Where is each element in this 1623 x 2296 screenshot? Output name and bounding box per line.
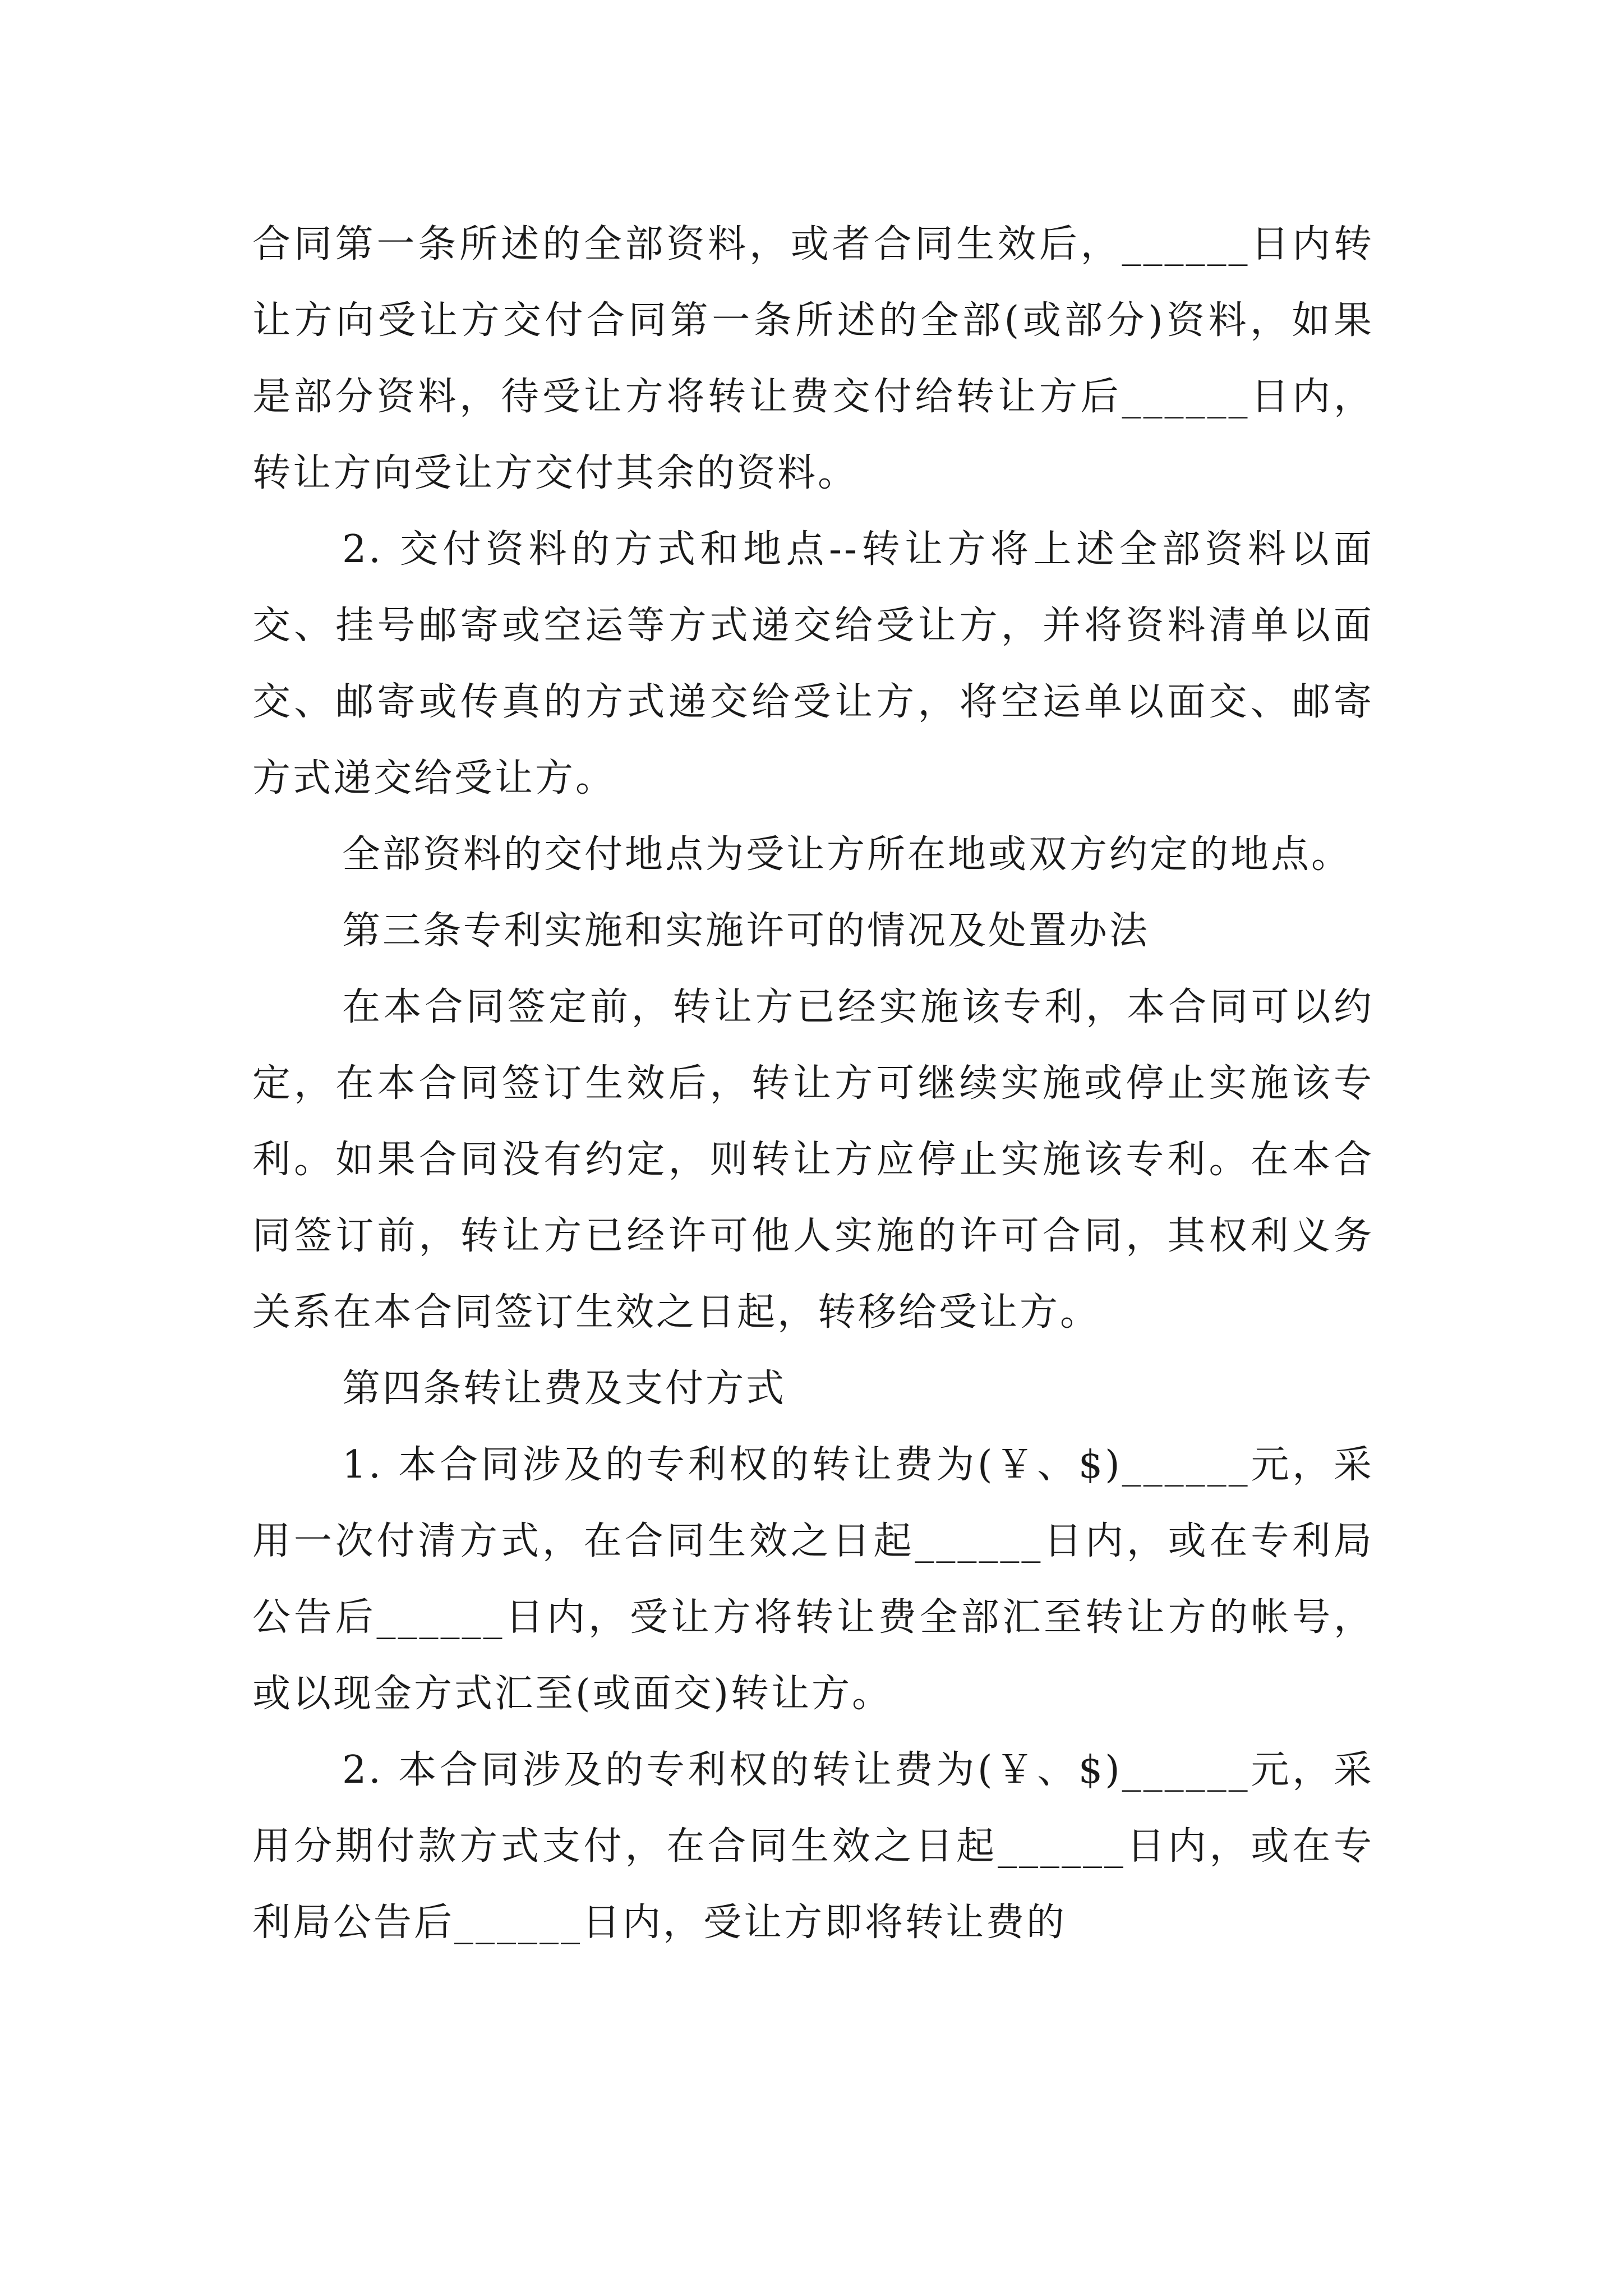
paragraph-delivery-timing: 合同第一条所述的全部资料，或者合同生效后，______日内转让方向受让方交付合同第一条所述的全部(或部分)资料，如果是部分资料，待受让方将转让费交付给转让方后______日内，转让方向受让方交付其余的资料。 [252, 222, 1374, 495]
paragraph-lump-sum-payment: 1. 本合同涉及的专利权的转让费为(￥、$)______元，采用一次付清方式，在合同生效之日起______日内，或在专利局公告后______日内，受让方将转让费全部汇至转让方的帐号，或以现金方式汇至(或面交)转让方。 [252, 1443, 1374, 1716]
paragraph-patent-implementation: 在本合同签定前，转让方已经实施该专利，本合同可以约定，在本合同签订生效后，转让方可继续实施或停止实施该专利。如果合同没有约定，则转让方应停止实施该专利。在本合同签订前，转让方已经许可他人实施的许可合同，其权利义务关系在本合同签订生效之日起，转移给受让方。 [252, 985, 1374, 1335]
document-body [252, 206, 1374, 1961]
paragraph-delivery-method: 2. 交付资料的方式和地点--转让方将上述全部资料以面交、挂号邮寄或空运等方式递交给受让方，并将资料清单以面交、邮寄或传真的方式递交给受让方，将空运单以面交、邮寄方式递交给受让方。 [252, 527, 1374, 800]
paragraph-installment-payment: 2. 本合同涉及的专利权的转让费为(￥、$)______元，采用分期付款方式支付，在合同生效之日起______日内，或在专利局公告后______日内，受让方即将转让费的 [252, 1748, 1374, 1945]
article-4-heading: 第四条转让费及支付方式 [342, 1366, 787, 1411]
paragraph-delivery-location: 全部资料的交付地点为受让方所在地或双方约定的地点。 [342, 832, 1352, 877]
article-3-heading: 第三条专利实施和实施许可的情况及处置办法 [342, 909, 1150, 953]
